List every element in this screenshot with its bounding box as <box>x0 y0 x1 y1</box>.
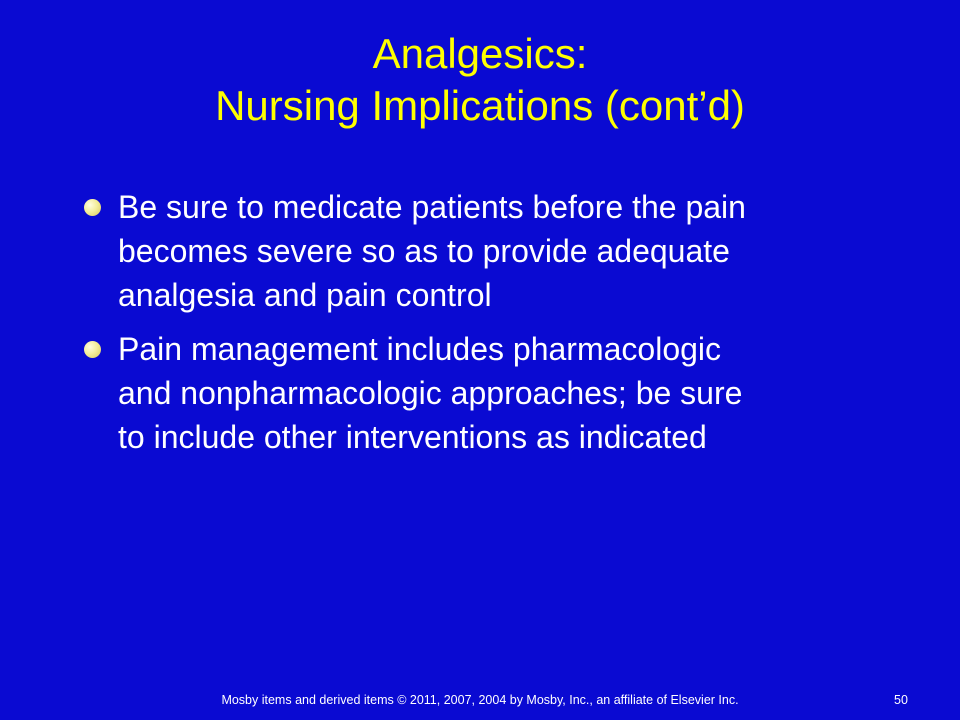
bullet-1-line-2: becomes severe so as to provide adequate <box>118 233 730 269</box>
title-line-1: Analgesics: <box>372 30 588 77</box>
bullet-2-line-1: Pain management includes pharmacologic <box>118 331 722 367</box>
bullet-2-line-2: and nonpharmacologic approaches; be sure <box>118 375 743 411</box>
copyright-footer: Mosby items and derived items © 2011, 2007, 2004 by Mosby, Inc., an affiliate of Elsevier Inc. <box>221 693 739 707</box>
bullet-item-1 <box>80 185 880 317</box>
bullet-1-line-1: Be sure to medicate patients before the pain <box>118 189 746 225</box>
page-number: 50 <box>894 693 908 707</box>
bullet-1-line-3: analgesia and pain control <box>118 277 492 313</box>
bullet-item-2 <box>80 327 880 459</box>
bullet-dot-icon <box>84 341 101 358</box>
bullet-dot-icon <box>84 199 101 216</box>
bullet-2-line-3: to include other interventions as indicated <box>118 419 707 455</box>
bullet-list <box>80 185 880 469</box>
slide-title <box>40 28 920 132</box>
title-line-2: Nursing Implications (cont’d) <box>215 82 745 129</box>
